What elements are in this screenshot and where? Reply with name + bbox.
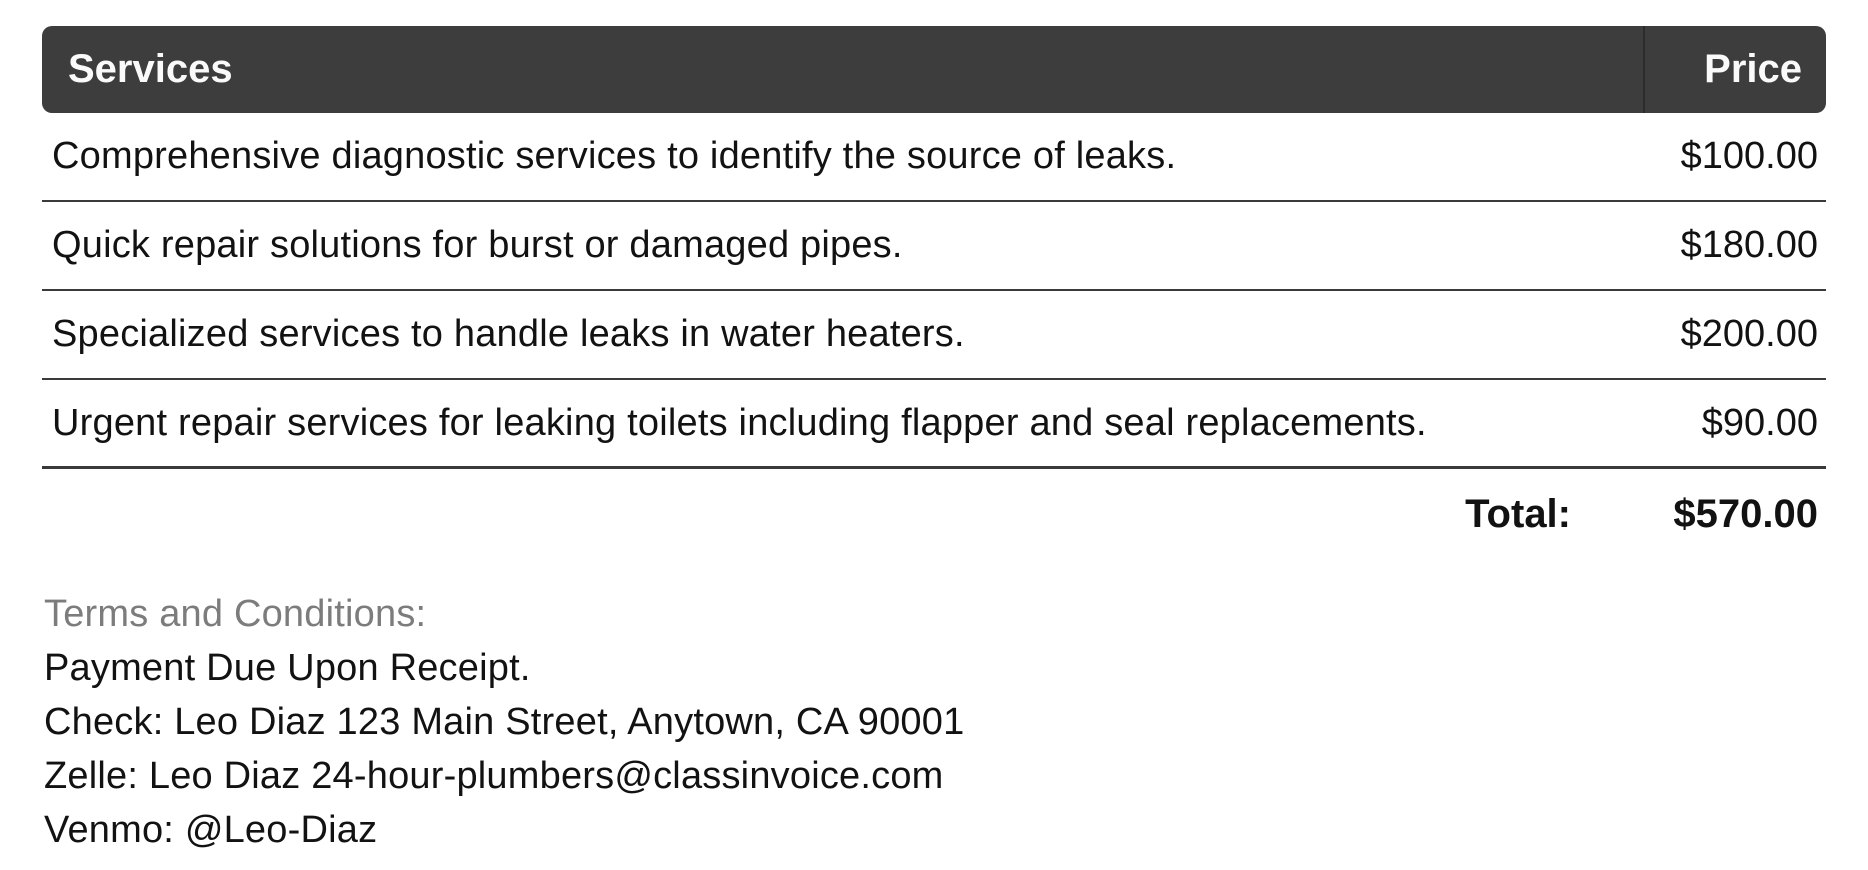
service-description: Urgent repair services for leaking toilets including flapper and seal replacements. xyxy=(52,401,1427,444)
terms-line-payment: Payment Due Upon Receipt. xyxy=(44,647,531,689)
terms-line-zelle: Zelle: Leo Diaz 24-hour-plumbers@classinvoice.com xyxy=(44,755,944,797)
service-price: $90.00 xyxy=(1701,401,1818,444)
terms-line-venmo: Venmo: @Leo-Diaz xyxy=(44,809,378,851)
service-description: Specialized services to handle leaks in water heaters. xyxy=(52,313,965,355)
table-row xyxy=(42,202,1826,291)
total-label: Total: xyxy=(1465,491,1571,536)
services-price-table xyxy=(42,26,1826,559)
terms-section xyxy=(42,587,1826,857)
terms-heading: Terms and Conditions: xyxy=(44,593,427,635)
table-header-row xyxy=(42,26,1826,113)
terms-line-check: Check: Leo Diaz 123 Main Street, Anytown, CA 90001 xyxy=(44,701,965,743)
price-column-header: Price xyxy=(1643,26,1826,113)
service-description: Comprehensive diagnostic services to identify the source of leaks. xyxy=(52,135,1177,177)
services-column-header: Services xyxy=(68,47,233,91)
total-row xyxy=(42,469,1826,559)
service-price: $100.00 xyxy=(1680,135,1818,177)
table-row xyxy=(42,380,1826,469)
service-price: $180.00 xyxy=(1680,224,1818,266)
table-row xyxy=(42,113,1826,202)
total-amount: $570.00 xyxy=(1673,491,1818,536)
service-price: $200.00 xyxy=(1680,313,1818,355)
table-row xyxy=(42,291,1826,380)
service-description: Quick repair solutions for burst or damaged pipes. xyxy=(52,224,903,266)
